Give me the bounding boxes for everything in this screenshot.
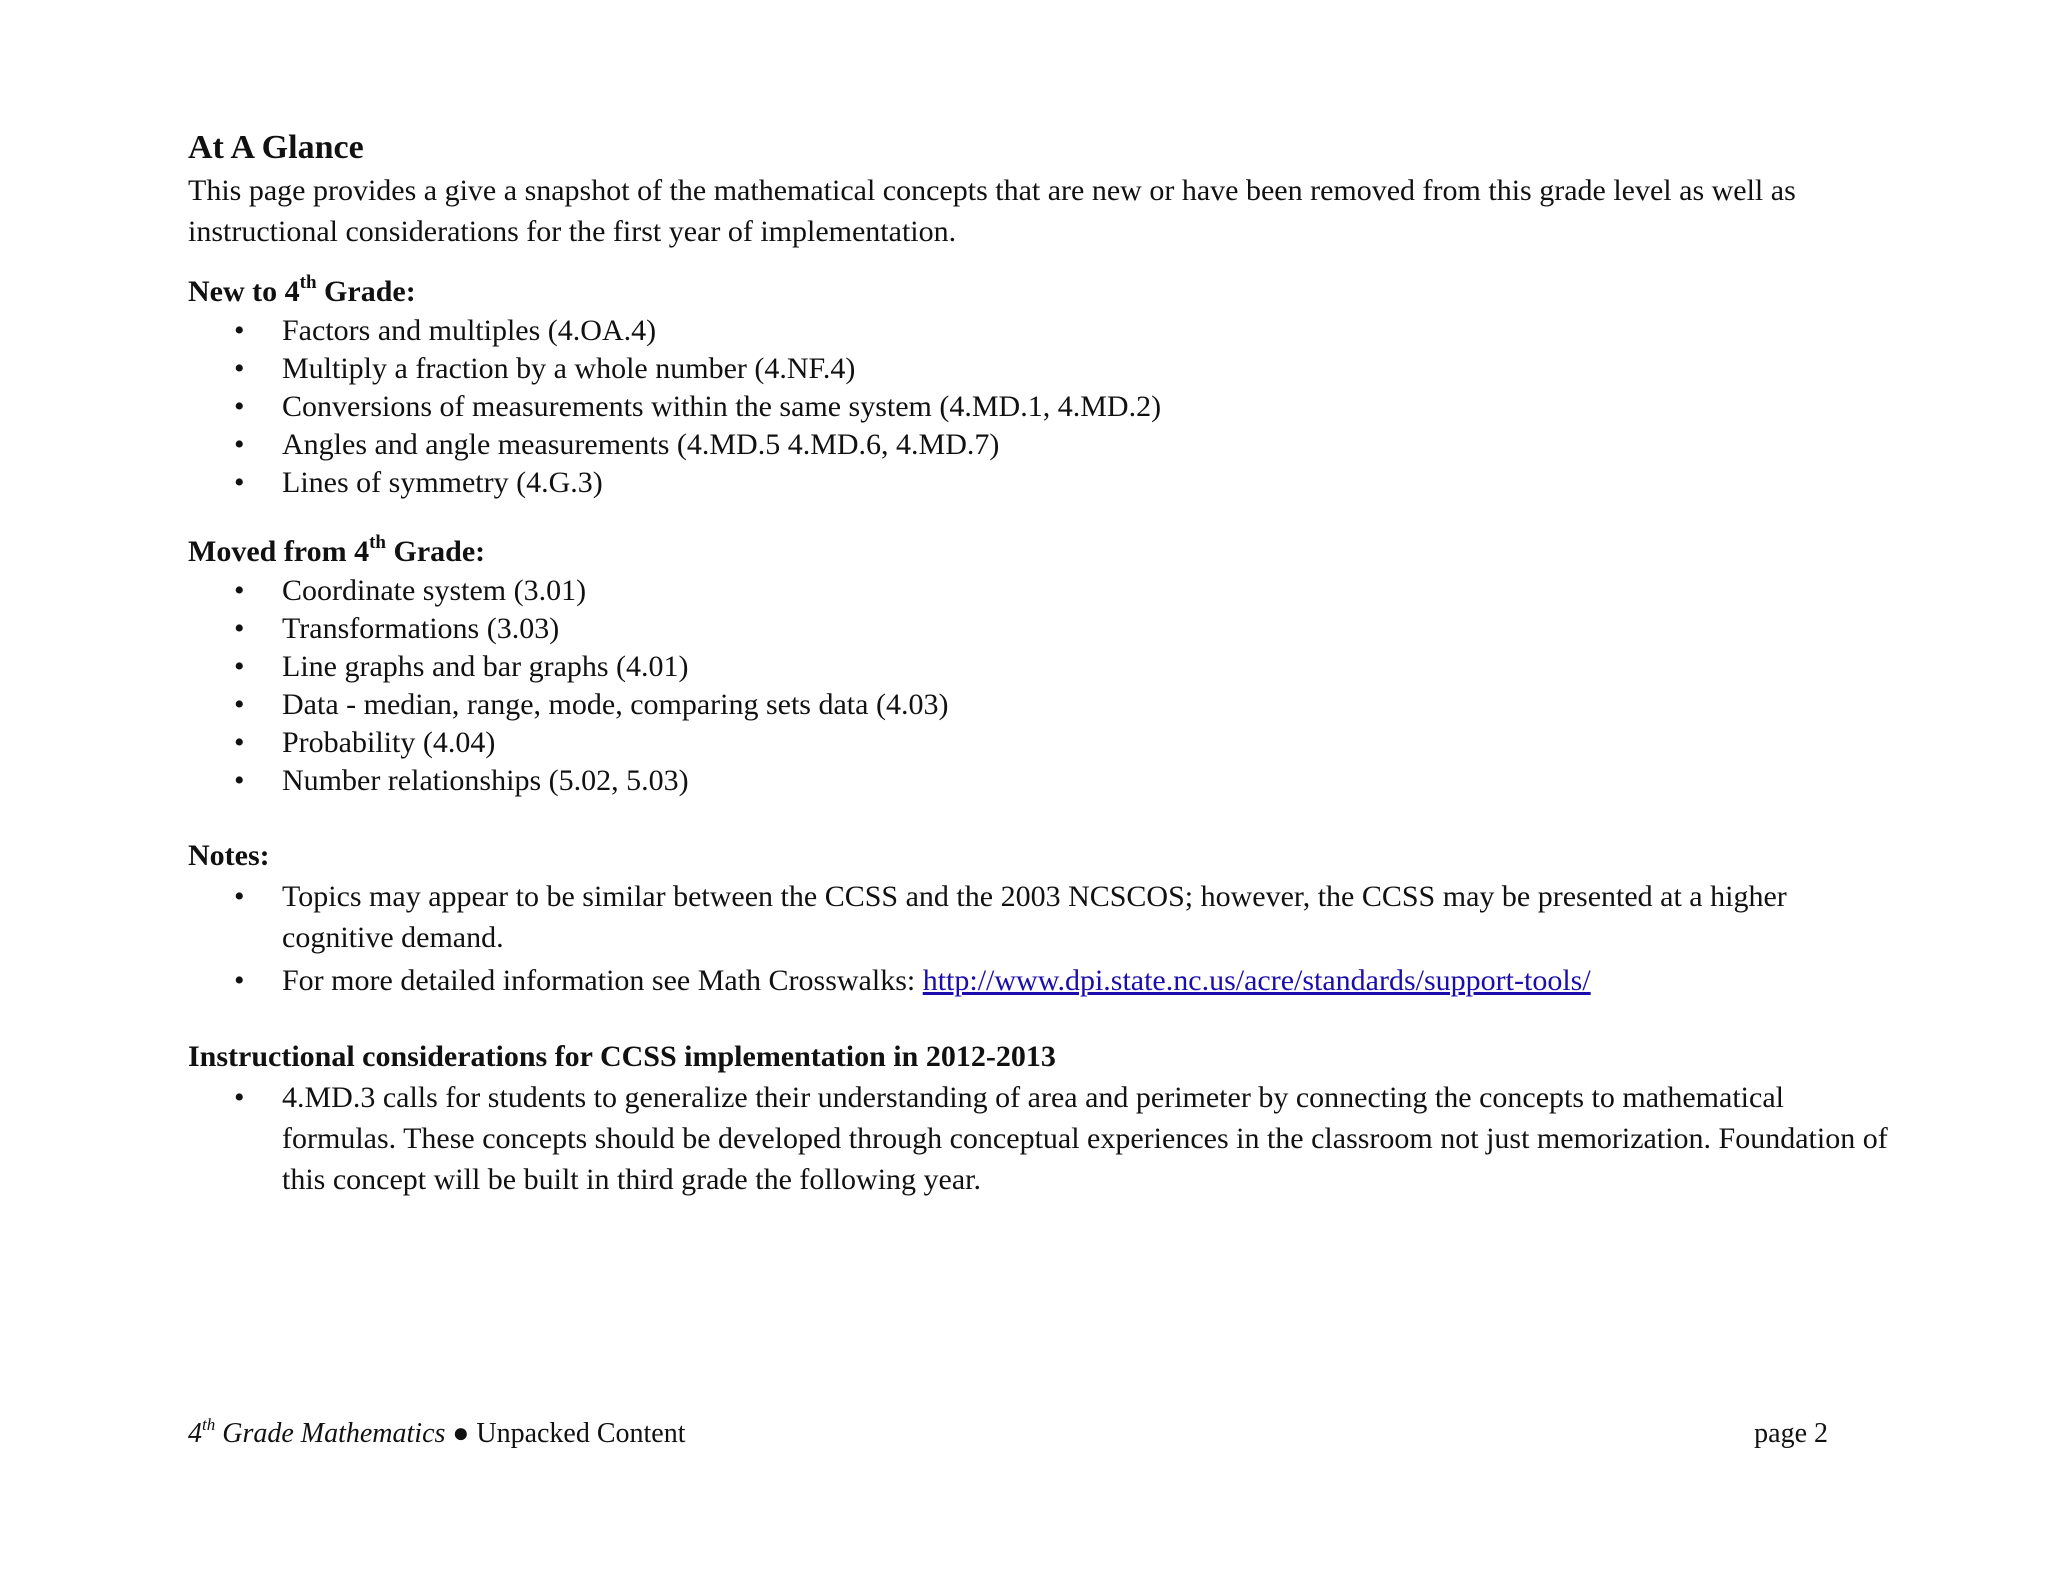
bullet-icon: • (234, 726, 245, 759)
bullet-icon: • (234, 880, 245, 913)
bullet-icon: • (234, 466, 245, 499)
list-item (188, 648, 1888, 686)
list-item-text: Data - median, range, mode, comparing sets data (4.03) (282, 688, 949, 721)
list-item (188, 426, 1888, 464)
page-footer (188, 1416, 1828, 1452)
footer-grade-sup: th (202, 1415, 216, 1434)
document-page (188, 126, 1888, 1202)
moved-heading-post: Grade: (385, 535, 486, 568)
footer-grade-num: 4 (188, 1418, 202, 1449)
list-item-text: Transformations (3.03) (282, 612, 560, 645)
footer-title (188, 1415, 686, 1449)
page-number: page 2 (1754, 1418, 1828, 1449)
list-item (188, 350, 1888, 388)
footer-separator: ● (445, 1418, 477, 1449)
list-item (188, 876, 1888, 958)
moved-section-heading (188, 532, 1888, 572)
footer-subtitle: Unpacked Content (476, 1418, 686, 1449)
bullet-icon: • (234, 964, 245, 997)
instructional-list (188, 1077, 1888, 1200)
list-item (188, 762, 1888, 800)
bullet-icon: • (234, 650, 245, 683)
new-topics-list (188, 312, 1888, 502)
bullet-icon: • (234, 428, 245, 461)
bullet-icon: • (234, 352, 245, 385)
new-heading-pre: New to 4 (188, 275, 300, 308)
instructional-heading: Instructional considerations for CCSS implementation in 2012-2013 (188, 1040, 1056, 1073)
moved-heading-sup: th (369, 532, 386, 553)
new-heading-sup: th (299, 272, 317, 293)
list-item-text: Factors and multiples (4.OA.4) (282, 314, 657, 347)
list-item-text: Lines of symmetry (4.G.3) (282, 466, 603, 499)
list-item-text: Coordinate system (3.01) (282, 574, 587, 607)
list-item-text: Line graphs and bar graphs (4.01) (282, 650, 689, 683)
list-item-text: Multiply a fraction by a whole number (4.NF.4) (282, 352, 856, 385)
list-item (188, 610, 1888, 648)
list-item (188, 572, 1888, 610)
bullet-icon: • (234, 390, 245, 423)
notes-heading: Notes: (188, 839, 270, 872)
list-item (188, 464, 1888, 502)
list-item-text: Probability (4.04) (282, 726, 496, 759)
bullet-icon: • (234, 764, 245, 797)
list-item (188, 960, 1888, 1001)
list-item-text: Conversions of measurements within the same system (4.MD.1, 4.MD.2) (282, 390, 1162, 423)
new-section-heading (188, 272, 1888, 312)
bullet-icon: • (234, 1081, 245, 1114)
notes-list (188, 876, 1888, 1001)
moved-topics-list (188, 572, 1888, 800)
list-item (188, 312, 1888, 350)
page-title: At A Glance (188, 129, 364, 166)
bullet-icon: • (234, 688, 245, 721)
footer-grade-title: Grade Mathematics (215, 1418, 446, 1449)
list-item-text: 4.MD.3 calls for students to generalize their understanding of area and perimeter by connecting the concepts to mathematical formulas. These concepts should be developed through conceptual experiences in the classroom not just memorization. Foundation of this concept will be built in third grade the following year. (282, 1081, 1888, 1196)
moved-heading-pre: Moved from 4 (188, 535, 370, 568)
list-item-text: Number relationships (5.02, 5.03) (282, 764, 689, 797)
list-item-text: Topics may appear to be similar between the CCSS and the 2003 NCSCOS; however, the CCSS may be presented at a higher cognitive demand. (282, 880, 1787, 954)
bullet-icon: • (234, 574, 245, 607)
list-item-text: Angles and angle measurements (4.MD.5 4.MD.6, 4.MD.7) (282, 428, 1000, 461)
list-item (188, 1077, 1888, 1200)
list-item (188, 686, 1888, 724)
crosswalks-link[interactable]: http://www.dpi.state.nc.us/acre/standards/support-tools/ (922, 964, 1591, 997)
new-heading-post: Grade: (316, 275, 416, 308)
intro-paragraph: This page provides a give a snapshot of the mathematical concepts that are new or have been removed from this grade level as well as instructional considerations for the first year of implementation. (188, 174, 1796, 248)
bullet-icon: • (234, 314, 245, 347)
bullet-icon: • (234, 612, 245, 645)
list-item (188, 724, 1888, 762)
list-item (188, 388, 1888, 426)
list-item-text: For more detailed information see Math Crosswalks: (282, 964, 923, 997)
